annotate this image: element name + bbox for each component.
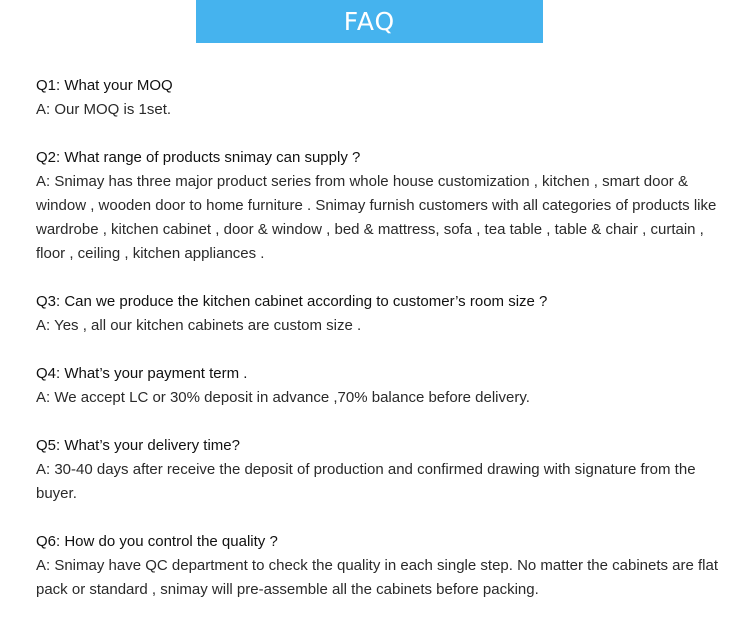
faq-item-q5 — [36, 434, 720, 506]
faq-answer: A: Yes , all our kitchen cabinets are custom size . — [36, 317, 362, 334]
faq-question: Q4: What’s your payment term . — [36, 365, 248, 382]
faq-question: Q1: What your MOQ — [36, 77, 173, 94]
faq-title: FAQ — [343, 7, 396, 36]
faq-question: Q3: Can we produce the kitchen cabinet according to customer’s room size ? — [36, 293, 548, 310]
faq-answer: A: Snimay have QC department to check the quality in each single step. No matter the cabinets are flat pack or standard , snimay will pre-assemble all the cabinets before packing. — [36, 557, 719, 598]
faq-banner — [196, 0, 543, 43]
faq-answer: A: 30-40 days after receive the deposit of production and confirmed drawing with signature from the buyer. — [36, 461, 696, 502]
faq-question: Q6: How do you control the quality ? — [36, 533, 278, 550]
faq-item-q4 — [36, 362, 720, 410]
faq-answer: A: We accept LC or 30% deposit in advance ,70% balance before delivery. — [36, 389, 530, 406]
faq-question: Q2: What range of products snimay can supply ? — [36, 149, 361, 166]
faq-list — [36, 74, 720, 602]
faq-item-q3 — [36, 290, 720, 338]
faq-question: Q5: What’s your delivery time? — [36, 437, 240, 454]
faq-item-q1 — [36, 74, 720, 122]
faq-item-q6 — [36, 530, 720, 602]
faq-answer: A: Snimay has three major product series from whole house customization , kitchen , smart door & window , wooden door to home furniture . Snimay furnish customers with all categories of products like wardrobe , kitchen cabinet , door & window , bed & mattress, sofa , tea table , table & chair , curtain , floor , ceiling , kitchen appliances . — [36, 173, 717, 262]
faq-answer: A: Our MOQ is 1set. — [36, 101, 172, 118]
faq-item-q2 — [36, 146, 720, 266]
